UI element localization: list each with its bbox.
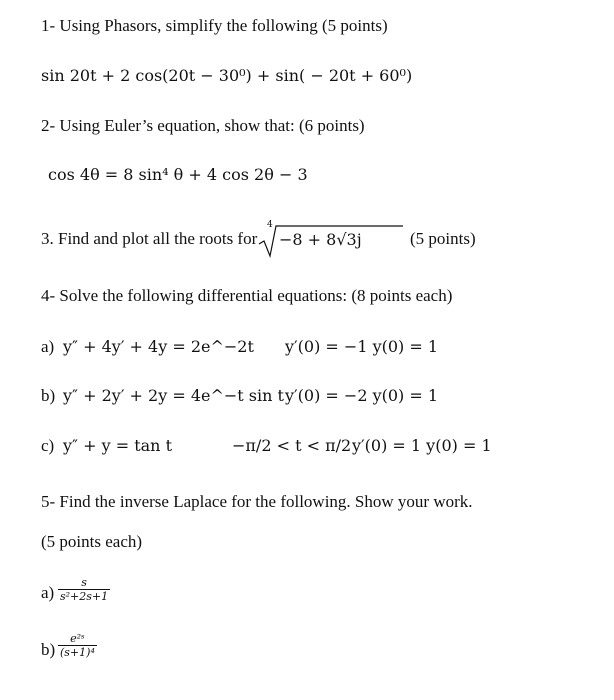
q4a-label: a) [41, 337, 55, 356]
q1-heading: 1- Using Phasors, simplify the following (5 points) [41, 16, 388, 35]
q4c-conditions: y′(0) = 1 y(0) = 1 [352, 436, 492, 455]
q3-points: (5 points) [410, 229, 476, 248]
q4c-equation: y″ + y = tan t [63, 436, 172, 455]
q4a-conditions: y′(0) = −1 y(0) = 1 [285, 337, 439, 356]
q2-heading: 2- Using Euler’s equation, show that: (6 points) [41, 116, 365, 135]
q5a-numerator: s [81, 576, 87, 589]
q2-expression: cos 4θ = 8 sin⁴ θ + 4 cos 2θ − 3 [48, 165, 308, 184]
q5b-numerator: e²ˢ [70, 632, 85, 645]
q4b-label: b) [41, 386, 56, 405]
q5b-label: b) [41, 640, 56, 659]
q5a-fraction [58, 576, 110, 603]
q4b-equation: y″ + 2y′ + 2y = 4e^−t sin t [63, 386, 284, 405]
q4c-label: c) [41, 436, 55, 455]
q5a-label: a) [41, 583, 55, 602]
q5b-denominator: (s+1)⁴ [60, 646, 95, 659]
q4-heading: 4- Solve the following differential equations: (8 points each) [41, 286, 453, 305]
q5a-denominator: s²+2s+1 [60, 590, 109, 603]
q3-prefix: 3. Find and plot all the roots for [41, 229, 258, 248]
root-radicand: −8 + 8√3j [279, 230, 362, 249]
q5-heading: 5- Find the inverse Laplace for the following. Show your work. [41, 492, 473, 511]
q5-points: (5 points each) [41, 532, 143, 551]
root-index: 4 [267, 220, 273, 230]
q5b-fraction [58, 632, 97, 659]
q1-expression: sin 20t + 2 cos(20t − 30⁰) + sin( − 20t + 60⁰) [41, 66, 413, 85]
q4c-interval: −π/2 < t < π/2 [232, 436, 352, 455]
q4a-equation: y″ + 4y′ + 4y = 2e^−2t [63, 337, 254, 356]
q4b-conditions: y′(0) = −2 y(0) = 1 [285, 386, 439, 405]
